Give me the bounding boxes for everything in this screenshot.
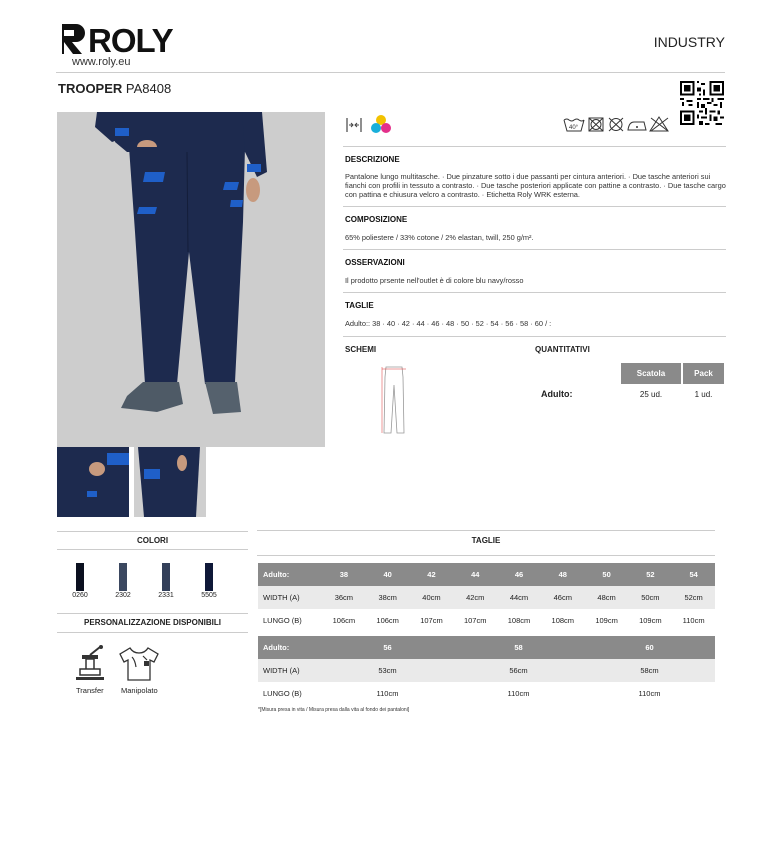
size-value-cell: 42cm [453,586,497,609]
color-swatch-0260[interactable] [76,563,84,591]
size-table-part1 [258,563,715,632]
pers-label-manipolato: Manipolato [121,686,158,695]
size-value-cell: 38cm [366,586,410,609]
logo-wordmark: ROLY [88,22,173,59]
wash-40-icon [564,119,584,131]
size-value-cell: 52cm [672,586,715,609]
product-name: TROOPER [58,81,123,96]
size-value-cell: 106cm [332,616,356,625]
size-value-cell: 110cm [638,689,661,698]
color-swatch-2302[interactable] [119,563,127,591]
size-header-cell: 54 [672,563,715,586]
pers-label-transfer: Transfer [76,686,104,695]
section-divider [343,292,726,293]
qty-header-scatola: Scatola [621,363,681,384]
size-table-divider [257,555,715,556]
size-header-cell: 40 [366,563,410,586]
no-tumble-dry-icon [589,118,603,131]
size-header-cell: 46 [497,563,541,586]
size-table-divider [257,530,715,531]
size-header-cell: 38 [322,563,366,586]
schemi-title: SCHEMI [345,345,377,354]
size-header-cell: 56 [322,636,453,659]
size-header-row [258,563,715,586]
size-table-part2 [258,636,715,705]
no-bleach-icon [650,117,668,131]
size-value-cell: 46cm [541,586,585,609]
size-value-cell: 108cm [507,616,531,625]
size-row-label: WIDTH (A) [258,586,322,609]
section-divider [343,336,726,337]
qty-pack-value: 1 ud. [694,390,713,399]
model-illustration [57,112,325,447]
color-code: 0260 [72,592,88,599]
size-value-cell: 110cm [682,616,705,625]
size-value-cell: 56cm [453,659,584,682]
iron-icon [628,122,646,130]
product-thumbnail-front[interactable] [57,447,129,517]
tshirt-manipolato-icon [118,645,160,683]
size-note: *[Misura presa in vita / Misura presa dalla vita al fondo dei pantaloni] [258,707,410,713]
color-code: 5505 [201,592,217,599]
size-header-row [258,636,715,659]
pers-divider [57,613,248,614]
colori-title: COLORI [136,536,169,545]
size-header-label: Adulto: [258,563,322,586]
product-title [58,81,171,96]
color-swatch-5505[interactable] [205,563,213,591]
size-header-cell: 42 [410,563,454,586]
qty-row-label: Adulto: [541,389,573,399]
size-value-cell: 36cm [322,586,366,609]
osservazioni-title: OSSERVAZIONI [345,258,405,267]
size-value-cell: 107cm [420,616,443,625]
size-value-cell: 53cm [322,659,453,682]
size-value-cell: 58cm [584,659,715,682]
size-value-cell: 48cm [585,586,629,609]
header-divider [56,72,725,73]
osservazioni-text: Il prodotto prsente nell'outlet è di colore blu navy/rosso [345,276,524,285]
quantita-title: QUANTITATIVI [535,345,590,354]
size-value-cell: 110cm [507,689,530,698]
care-instructions-icons [562,114,672,134]
composizione-title: COMPOSIZIONE [345,215,408,224]
roly-logo [58,18,190,60]
colors-icon [370,114,392,136]
size-header-cell: 50 [585,563,629,586]
product-thumbnail-side[interactable] [134,447,206,517]
size-table-title: TAGLIE [471,536,501,545]
size-header-label: Adulto: [258,636,322,659]
taglie-text: Adulto:: 38 · 40 · 42 · 44 · 46 · 48 · 50 · 52 · 54 · 56 · 58 · 60 / : [345,319,552,328]
product-code: PA8408 [125,81,172,96]
wash-temp: 40° [569,125,579,131]
product-main-photo[interactable] [57,112,325,447]
color-swatch-2331[interactable] [162,563,170,591]
section-divider [343,206,726,207]
section-divider [343,249,726,250]
size-row [258,682,715,705]
composizione-text: 65% poliestere / 33% cotone / 2% elastan, twill, 250 g/m². [345,233,534,242]
no-dryclean-icon [609,118,623,131]
taglie-title: TAGLIE [345,301,374,310]
brand-url[interactable]: www.roly.eu [72,56,131,68]
size-row-label: WIDTH (A) [258,659,322,682]
descrizione-title: DESCRIZIONE [345,155,400,164]
size-value-cell: 44cm [497,586,541,609]
color-code: 2302 [115,592,131,599]
size-row [258,609,715,632]
colori-divider [57,531,248,532]
descrizione-text: Pantalone lungo multitasche. · Due pinzature sotto i due passanti per cintura anteriori. · Due tasche anteriori sui fianchi con profili in tessuto a contrasto. · Due tasche posteriori applicate con pattine a contrasto. · Due tasche cargo con pattina e chiusura velcro a contrasto. · Etichetta Roly WRK esterna. [345,172,726,199]
size-value-cell: 50cm [628,586,672,609]
transfer-press-icon [72,645,108,683]
pers-divider [57,632,248,633]
qr-code[interactable] [680,80,724,126]
qty-header-pack: Pack [683,363,724,384]
pants-schema-drawing [380,365,408,435]
size-value-cell: 40cm [410,586,454,609]
colori-divider [57,549,248,550]
size-row-label: LUNGO (B) [263,616,302,625]
size-value-cell: 110cm [376,689,399,698]
size-header-cell: 44 [453,563,497,586]
size-row [258,659,715,682]
size-value-cell: 109cm [595,616,618,625]
size-value-cell: 107cm [463,616,487,625]
size-header-cell: 48 [541,563,585,586]
size-header-cell: 60 [584,636,715,659]
stretch-fabric-icon [344,115,364,135]
size-row-label: LUNGO (B) [263,689,302,698]
size-header-cell: 52 [628,563,672,586]
section-divider [343,146,726,147]
size-value-cell: 109cm [639,616,662,625]
qty-scatola-value: 25 ud. [639,390,663,399]
color-code: 2331 [158,592,174,599]
personalizzazione-title: PERSONALIZZAZIONE DISPONIBILI [84,618,221,627]
thumbnail-front-illustration [57,447,129,517]
size-header-cell: 58 [453,636,584,659]
category-label: INDUSTRY [653,34,725,50]
size-row [258,586,715,609]
thumbnail-side-illustration [134,447,206,517]
size-value-cell: 108cm [551,616,575,625]
size-value-cell: 106cm [376,616,399,625]
